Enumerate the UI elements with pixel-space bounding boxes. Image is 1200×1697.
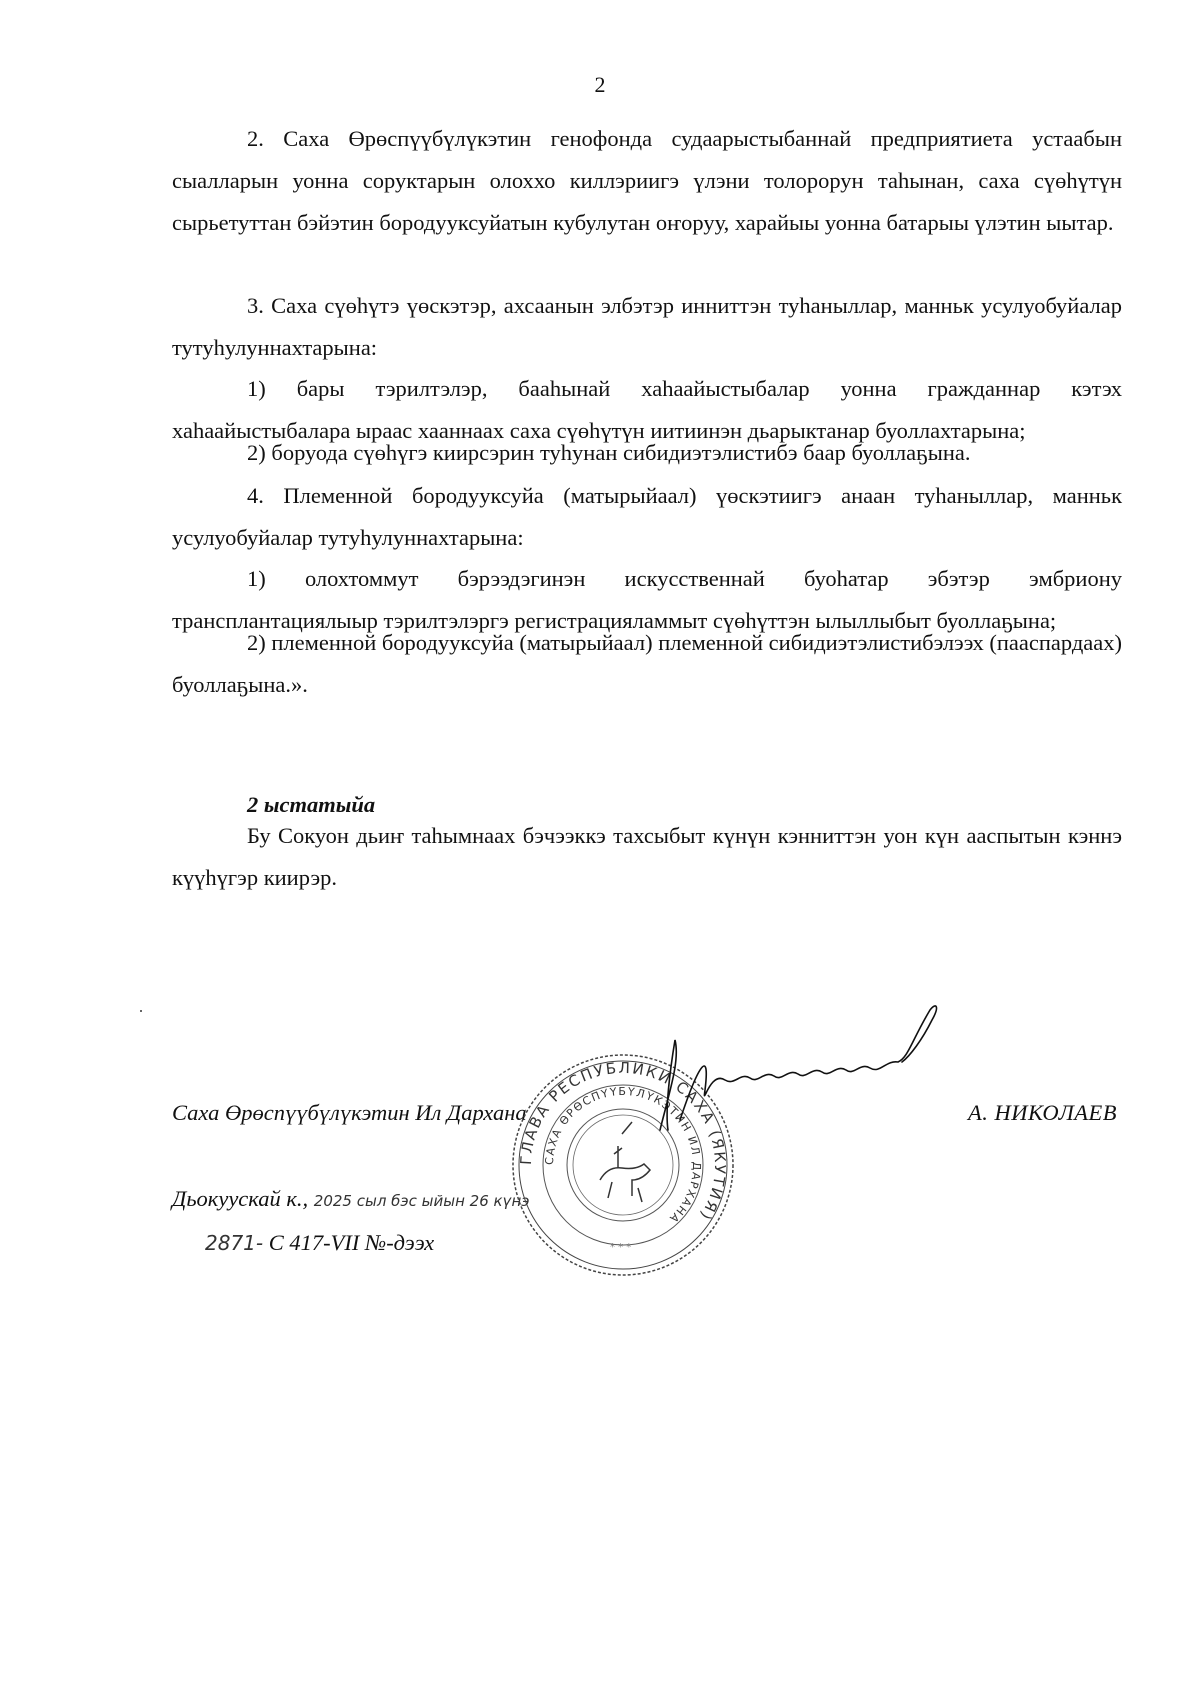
page-number: 2 [594,72,606,97]
law-number-label: С 417-VII №-дээх [268,1230,435,1255]
paragraph-article1-item4: 4. Племенной бородууксуйа (матырыйаал) үөскэтиигэ анаан туһаныллар, манньк усулуобуйалар тутуһулуннахтарына: [172,483,1122,550]
paragraph-item4-sub1: 1) олохтоммут бэрээдэгинэн искусственнай буоһатар эбэтэр эмбриону трансплантациялыыр тэрилтэлэргэ регистрацияламмыт сүөһүттэн ылыллыбыт буоллаҕына; [172,566,1122,633]
handwritten-signature [640,1000,960,1150]
place-and-date [172,1186,530,1212]
paragraph-item3-sub2: 2) боруода сүөһүгэ киирсэрин туһунан сибидиэтэлистибэ баар буоллаҕына. [247,440,971,465]
paragraph-article2: Бу Сокуон дьиҥ таһымнаах бэчээккэ тахсыбыт күнүн кэнниттэн уон күн ааспытын кэннэ күүһүгэр киирэр. [172,823,1122,890]
signatory-name: А. НИКОЛАЕВ [968,1100,1118,1125]
handwritten-number: 2871- [205,1231,264,1255]
paragraph-item3-sub1: 1) бары тэрилтэлэр, бааһынай хаһаайыстыбалар уонна гражданнар кэтэх хаһаайыстыбалара ыраас хааннаах саха сүөһүтүн иитиинэн дьарыктанар буоллахтарына; [172,376,1122,443]
paragraph-item4-sub2: 2) племенной бородууксуйа (матырыйаал) племенной сибидиэтэлистибэлээх (пааспардаах) буоллаҕына.». [172,630,1122,697]
law-number [205,1230,434,1256]
seal-outer-text: ГЛАВА РЕСПУБЛИКИ САХА (ЯКУТИЯ) [516,1058,730,1225]
paragraph-article1-item3: 3. Саха сүөһүтэ үөскэтэр, ахсаанын элбэтэр инниттэн туһаныллар, манньк усулуобуйалар тутуһулуннахтарына: [172,293,1122,360]
place-label: Дьокуускай к., [172,1186,309,1211]
signatory-title: Саха Өрөспүүбүлүкэтин Ил Дархана [172,1100,527,1125]
handwritten-date: 2025 сыл бэс ыйын 26 күнэ [313,1192,530,1210]
seal-inner-text: САХА ӨРӨСПҮҮБҮЛҮКЭТИН ИЛ ДАРХАНА [542,1084,704,1226]
article-2-heading: 2 ыстатыйа [247,792,376,817]
svg-text:* * *: * * * [610,1242,632,1253]
scan-speck [140,1010,142,1012]
paragraph-article1-item2: 2. Саха Өрөспүүбүлүкэтин генофонда судаарыстыбаннай предприятиета устаабын сыалларын уонна соруктарын олоххо киллэриигэ үлэни толорорун таһынан, саха сүөһүтүн сырьетуттан бэйэтин бородууксуйатын кубулутан оҥоруу, харайыы уонна батарыы үлэтин ыытар. [172,126,1122,235]
